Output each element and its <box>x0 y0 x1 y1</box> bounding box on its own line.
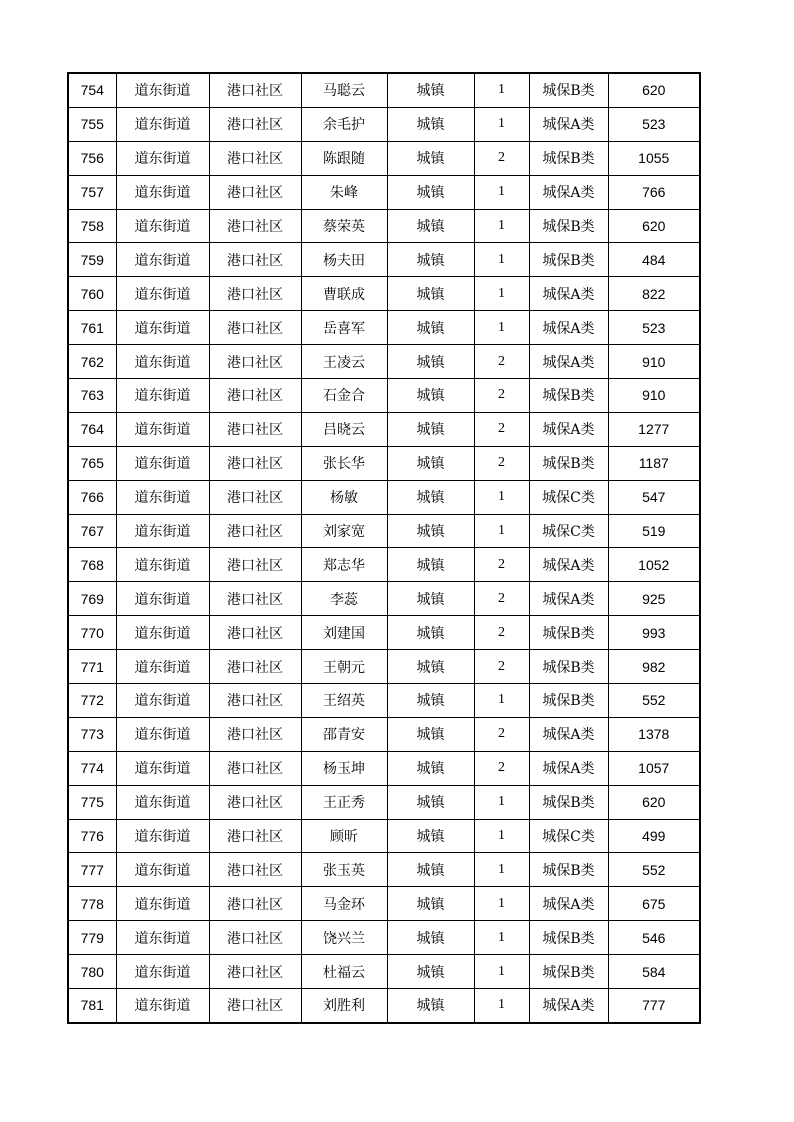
person-name-cell: 刘家宽 <box>301 514 387 548</box>
household-count-cell: 2 <box>474 616 529 650</box>
insurance-category-cell: 城保A类 <box>529 751 608 785</box>
community-cell: 港口社区 <box>209 141 301 175</box>
street-cell: 道东街道 <box>116 277 209 311</box>
community-cell: 港口社区 <box>209 277 301 311</box>
person-name-cell: 王朝元 <box>301 650 387 684</box>
community-cell: 港口社区 <box>209 887 301 921</box>
person-name-cell: 李蕊 <box>301 582 387 616</box>
amount-cell: 484 <box>608 243 700 277</box>
household-count-cell: 1 <box>474 853 529 887</box>
table-row <box>68 989 700 1023</box>
records-table <box>67 72 701 1024</box>
person-name-cell: 郑志华 <box>301 548 387 582</box>
street-cell: 道东街道 <box>116 209 209 243</box>
household-count-cell: 2 <box>474 379 529 413</box>
record-number: 756 <box>68 141 116 175</box>
area-type-cell: 城镇 <box>387 650 474 684</box>
insurance-category-cell: 城保B类 <box>529 73 608 107</box>
amount-cell: 910 <box>608 345 700 379</box>
area-type-cell: 城镇 <box>387 582 474 616</box>
household-count-cell: 1 <box>474 277 529 311</box>
street-cell: 道东街道 <box>116 345 209 379</box>
insurance-category-cell: 城保A类 <box>529 107 608 141</box>
insurance-category-cell: 城保B类 <box>529 921 608 955</box>
table-row <box>68 311 700 345</box>
record-number: 761 <box>68 311 116 345</box>
amount-cell: 910 <box>608 379 700 413</box>
community-cell: 港口社区 <box>209 73 301 107</box>
insurance-category-cell: 城保A类 <box>529 345 608 379</box>
area-type-cell: 城镇 <box>387 717 474 751</box>
street-cell: 道东街道 <box>116 243 209 277</box>
community-cell: 港口社区 <box>209 446 301 480</box>
record-number: 769 <box>68 582 116 616</box>
street-cell: 道东街道 <box>116 650 209 684</box>
amount-cell: 547 <box>608 480 700 514</box>
person-name-cell: 马金环 <box>301 887 387 921</box>
record-number: 763 <box>68 379 116 413</box>
street-cell: 道东街道 <box>116 921 209 955</box>
record-number: 762 <box>68 345 116 379</box>
community-cell: 港口社区 <box>209 650 301 684</box>
amount-cell: 822 <box>608 277 700 311</box>
household-count-cell: 1 <box>474 819 529 853</box>
area-type-cell: 城镇 <box>387 853 474 887</box>
record-number: 771 <box>68 650 116 684</box>
area-type-cell: 城镇 <box>387 243 474 277</box>
street-cell: 道东街道 <box>116 853 209 887</box>
amount-cell: 1277 <box>608 412 700 446</box>
amount-cell: 1052 <box>608 548 700 582</box>
person-name-cell: 杨敏 <box>301 480 387 514</box>
household-count-cell: 1 <box>474 175 529 209</box>
area-type-cell: 城镇 <box>387 548 474 582</box>
community-cell: 港口社区 <box>209 548 301 582</box>
person-name-cell: 陈跟随 <box>301 141 387 175</box>
street-cell: 道东街道 <box>116 141 209 175</box>
record-number: 754 <box>68 73 116 107</box>
table-row <box>68 819 700 853</box>
record-number: 768 <box>68 548 116 582</box>
table-row <box>68 684 700 718</box>
street-cell: 道东街道 <box>116 785 209 819</box>
record-number: 760 <box>68 277 116 311</box>
person-name-cell: 顾昕 <box>301 819 387 853</box>
record-number: 781 <box>68 989 116 1023</box>
table-row <box>68 243 700 277</box>
insurance-category-cell: 城保A类 <box>529 175 608 209</box>
community-cell: 港口社区 <box>209 514 301 548</box>
table-row <box>68 480 700 514</box>
person-name-cell: 王正秀 <box>301 785 387 819</box>
community-cell: 港口社区 <box>209 717 301 751</box>
street-cell: 道东街道 <box>116 582 209 616</box>
street-cell: 道东街道 <box>116 819 209 853</box>
person-name-cell: 岳喜军 <box>301 311 387 345</box>
area-type-cell: 城镇 <box>387 616 474 650</box>
household-count-cell: 1 <box>474 887 529 921</box>
insurance-category-cell: 城保A类 <box>529 277 608 311</box>
amount-cell: 523 <box>608 311 700 345</box>
street-cell: 道东街道 <box>116 989 209 1023</box>
household-count-cell: 2 <box>474 345 529 379</box>
amount-cell: 620 <box>608 785 700 819</box>
table-row <box>68 412 700 446</box>
insurance-category-cell: 城保B类 <box>529 141 608 175</box>
area-type-cell: 城镇 <box>387 107 474 141</box>
household-count-cell: 1 <box>474 684 529 718</box>
street-cell: 道东街道 <box>116 514 209 548</box>
record-number: 776 <box>68 819 116 853</box>
person-name-cell: 马聪云 <box>301 73 387 107</box>
household-count-cell: 1 <box>474 311 529 345</box>
table-row <box>68 887 700 921</box>
amount-cell: 552 <box>608 853 700 887</box>
area-type-cell: 城镇 <box>387 785 474 819</box>
area-type-cell: 城镇 <box>387 311 474 345</box>
household-count-cell: 2 <box>474 751 529 785</box>
amount-cell: 1378 <box>608 717 700 751</box>
person-name-cell: 杜福云 <box>301 955 387 989</box>
record-number: 772 <box>68 684 116 718</box>
community-cell: 港口社区 <box>209 379 301 413</box>
table-row <box>68 955 700 989</box>
person-name-cell: 刘建国 <box>301 616 387 650</box>
community-cell: 港口社区 <box>209 751 301 785</box>
community-cell: 港口社区 <box>209 243 301 277</box>
insurance-category-cell: 城保B类 <box>529 955 608 989</box>
street-cell: 道东街道 <box>116 446 209 480</box>
community-cell: 港口社区 <box>209 684 301 718</box>
person-name-cell: 王凌云 <box>301 345 387 379</box>
record-number: 773 <box>68 717 116 751</box>
community-cell: 港口社区 <box>209 480 301 514</box>
household-count-cell: 1 <box>474 480 529 514</box>
community-cell: 港口社区 <box>209 819 301 853</box>
community-cell: 港口社区 <box>209 107 301 141</box>
insurance-category-cell: 城保B类 <box>529 243 608 277</box>
person-name-cell: 石金合 <box>301 379 387 413</box>
table-row <box>68 446 700 480</box>
person-name-cell: 杨玉坤 <box>301 751 387 785</box>
insurance-category-cell: 城保A类 <box>529 717 608 751</box>
insurance-category-cell: 城保B类 <box>529 209 608 243</box>
table-row <box>68 751 700 785</box>
insurance-category-cell: 城保B类 <box>529 853 608 887</box>
area-type-cell: 城镇 <box>387 141 474 175</box>
table-row <box>68 514 700 548</box>
community-cell: 港口社区 <box>209 209 301 243</box>
table-row <box>68 650 700 684</box>
record-number: 778 <box>68 887 116 921</box>
table-row <box>68 853 700 887</box>
amount-cell: 1057 <box>608 751 700 785</box>
area-type-cell: 城镇 <box>387 379 474 413</box>
household-count-cell: 2 <box>474 650 529 684</box>
household-count-cell: 1 <box>474 514 529 548</box>
area-type-cell: 城镇 <box>387 480 474 514</box>
insurance-category-cell: 城保B类 <box>529 616 608 650</box>
amount-cell: 552 <box>608 684 700 718</box>
person-name-cell: 蔡荣英 <box>301 209 387 243</box>
table-row <box>68 616 700 650</box>
insurance-category-cell: 城保C类 <box>529 514 608 548</box>
street-cell: 道东街道 <box>116 717 209 751</box>
household-count-cell: 1 <box>474 989 529 1023</box>
household-count-cell: 2 <box>474 412 529 446</box>
record-number: 767 <box>68 514 116 548</box>
person-name-cell: 吕晓云 <box>301 412 387 446</box>
amount-cell: 777 <box>608 989 700 1023</box>
area-type-cell: 城镇 <box>387 819 474 853</box>
street-cell: 道东街道 <box>116 73 209 107</box>
amount-cell: 584 <box>608 955 700 989</box>
household-count-cell: 2 <box>474 548 529 582</box>
person-name-cell: 余毛护 <box>301 107 387 141</box>
record-number: 780 <box>68 955 116 989</box>
insurance-category-cell: 城保B类 <box>529 650 608 684</box>
table-row <box>68 717 700 751</box>
insurance-category-cell: 城保A类 <box>529 887 608 921</box>
area-type-cell: 城镇 <box>387 277 474 311</box>
record-number: 779 <box>68 921 116 955</box>
amount-cell: 1055 <box>608 141 700 175</box>
table-row <box>68 379 700 413</box>
person-name-cell: 张玉英 <box>301 853 387 887</box>
insurance-category-cell: 城保B类 <box>529 446 608 480</box>
street-cell: 道东街道 <box>116 751 209 785</box>
area-type-cell: 城镇 <box>387 887 474 921</box>
table-row <box>68 921 700 955</box>
person-name-cell: 饶兴兰 <box>301 921 387 955</box>
insurance-category-cell: 城保B类 <box>529 785 608 819</box>
amount-cell: 925 <box>608 582 700 616</box>
street-cell: 道东街道 <box>116 616 209 650</box>
street-cell: 道东街道 <box>116 548 209 582</box>
insurance-category-cell: 城保B类 <box>529 684 608 718</box>
household-count-cell: 1 <box>474 107 529 141</box>
area-type-cell: 城镇 <box>387 921 474 955</box>
amount-cell: 620 <box>608 209 700 243</box>
insurance-category-cell: 城保C类 <box>529 480 608 514</box>
table-row <box>68 175 700 209</box>
community-cell: 港口社区 <box>209 785 301 819</box>
amount-cell: 523 <box>608 107 700 141</box>
insurance-category-cell: 城保A类 <box>529 548 608 582</box>
person-name-cell: 王绍英 <box>301 684 387 718</box>
area-type-cell: 城镇 <box>387 446 474 480</box>
record-number: 755 <box>68 107 116 141</box>
table-row <box>68 277 700 311</box>
household-count-cell: 1 <box>474 209 529 243</box>
household-count-cell: 1 <box>474 73 529 107</box>
insurance-category-cell: 城保A类 <box>529 311 608 345</box>
amount-cell: 982 <box>608 650 700 684</box>
street-cell: 道东街道 <box>116 412 209 446</box>
community-cell: 港口社区 <box>209 955 301 989</box>
household-count-cell: 2 <box>474 446 529 480</box>
person-name-cell: 张长华 <box>301 446 387 480</box>
amount-cell: 675 <box>608 887 700 921</box>
person-name-cell: 朱峰 <box>301 175 387 209</box>
amount-cell: 620 <box>608 73 700 107</box>
street-cell: 道东街道 <box>116 107 209 141</box>
amount-cell: 993 <box>608 616 700 650</box>
area-type-cell: 城镇 <box>387 514 474 548</box>
household-count-cell: 2 <box>474 717 529 751</box>
table-row <box>68 582 700 616</box>
household-count-cell: 1 <box>474 921 529 955</box>
community-cell: 港口社区 <box>209 853 301 887</box>
street-cell: 道东街道 <box>116 379 209 413</box>
insurance-category-cell: 城保B类 <box>529 379 608 413</box>
area-type-cell: 城镇 <box>387 955 474 989</box>
street-cell: 道东街道 <box>116 887 209 921</box>
household-count-cell: 1 <box>474 955 529 989</box>
amount-cell: 766 <box>608 175 700 209</box>
table-row <box>68 107 700 141</box>
community-cell: 港口社区 <box>209 582 301 616</box>
table-row <box>68 141 700 175</box>
record-number: 757 <box>68 175 116 209</box>
area-type-cell: 城镇 <box>387 751 474 785</box>
table-row <box>68 73 700 107</box>
household-count-cell: 2 <box>474 141 529 175</box>
insurance-category-cell: 城保A类 <box>529 989 608 1023</box>
record-number: 766 <box>68 480 116 514</box>
area-type-cell: 城镇 <box>387 209 474 243</box>
street-cell: 道东街道 <box>116 175 209 209</box>
community-cell: 港口社区 <box>209 311 301 345</box>
area-type-cell: 城镇 <box>387 412 474 446</box>
insurance-category-cell: 城保A类 <box>529 582 608 616</box>
table-row <box>68 345 700 379</box>
community-cell: 港口社区 <box>209 412 301 446</box>
street-cell: 道东街道 <box>116 311 209 345</box>
amount-cell: 519 <box>608 514 700 548</box>
community-cell: 港口社区 <box>209 175 301 209</box>
record-number: 774 <box>68 751 116 785</box>
area-type-cell: 城镇 <box>387 175 474 209</box>
household-count-cell: 2 <box>474 582 529 616</box>
record-number: 775 <box>68 785 116 819</box>
record-number: 758 <box>68 209 116 243</box>
table-row <box>68 785 700 819</box>
person-name-cell: 刘胜利 <box>301 989 387 1023</box>
person-name-cell: 杨夫田 <box>301 243 387 277</box>
amount-cell: 1187 <box>608 446 700 480</box>
record-number: 759 <box>68 243 116 277</box>
table-row <box>68 209 700 243</box>
amount-cell: 499 <box>608 819 700 853</box>
record-number: 765 <box>68 446 116 480</box>
insurance-category-cell: 城保C类 <box>529 819 608 853</box>
community-cell: 港口社区 <box>209 921 301 955</box>
street-cell: 道东街道 <box>116 480 209 514</box>
area-type-cell: 城镇 <box>387 684 474 718</box>
community-cell: 港口社区 <box>209 345 301 379</box>
street-cell: 道东街道 <box>116 684 209 718</box>
household-count-cell: 1 <box>474 785 529 819</box>
community-cell: 港口社区 <box>209 989 301 1023</box>
person-name-cell: 邵青安 <box>301 717 387 751</box>
insurance-category-cell: 城保A类 <box>529 412 608 446</box>
table-row <box>68 548 700 582</box>
record-number: 770 <box>68 616 116 650</box>
record-number: 777 <box>68 853 116 887</box>
amount-cell: 546 <box>608 921 700 955</box>
area-type-cell: 城镇 <box>387 345 474 379</box>
record-number: 764 <box>68 412 116 446</box>
area-type-cell: 城镇 <box>387 989 474 1023</box>
street-cell: 道东街道 <box>116 955 209 989</box>
person-name-cell: 曹联成 <box>301 277 387 311</box>
community-cell: 港口社区 <box>209 616 301 650</box>
area-type-cell: 城镇 <box>387 73 474 107</box>
table-body <box>68 73 700 1023</box>
household-count-cell: 1 <box>474 243 529 277</box>
